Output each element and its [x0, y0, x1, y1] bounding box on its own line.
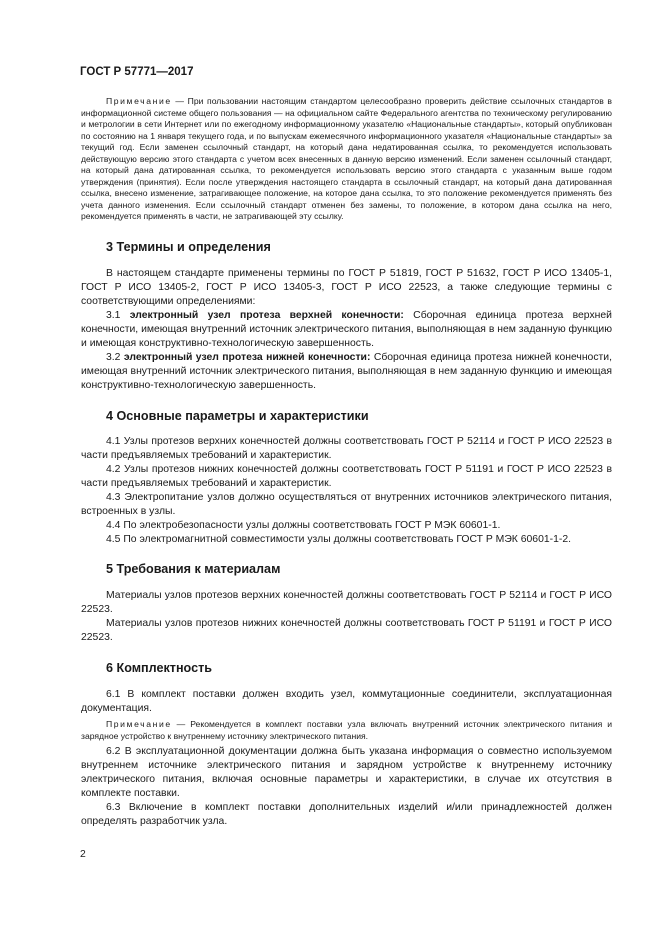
page-number: 2: [80, 849, 86, 860]
section-heading-materials: 5 Требования к материалам: [106, 562, 281, 577]
clause-4-1: 4.1 Узлы протезов верхних конечностей должны соответствовать ГОСТ Р 52114 и ГОСТ Р ИСО 22523 в части предъявляемых требований и характеристик.: [81, 436, 612, 462]
note-label: Примечание: [106, 719, 172, 730]
term-name: электронный узел протеза верхней конечности:: [129, 310, 404, 322]
referenced-standards-note: [81, 96, 612, 223]
term-definition: Сборочная единица протеза нижней конечности, имеющая внутренний источник электрического питания, выполняющая в нем заданную функцию и имеющая конструктивно-технологическую завершенность.: [81, 352, 612, 392]
materials-upper-limb: Материалы узлов протезов верхних конечностей должны соответствовать ГОСТ Р 52114 и ГОСТ Р ИСО 22523.: [81, 590, 612, 616]
term-definition-lower-limb: [81, 351, 612, 393]
completeness-note: [81, 719, 612, 742]
clause-4-4: 4.4 По электробезопасности узлы должны соответствовать ГОСТ Р МЭК 60601-1.: [106, 520, 501, 532]
section-heading-parameters: 4 Основные параметры и характеристики: [106, 409, 369, 424]
document-header: ГОСТ Р 57771—2017: [80, 66, 194, 78]
clause-6-3: 6.3 Включение в комплект поставки дополнительных изделий и/или принадлежностей должен определять разработчик узла.: [81, 802, 612, 828]
note-text: — Рекомендуется в комплект поставки узла включать внутренний источник электрического питания и зарядное устройство к внутреннему источнику электрического питания.: [81, 719, 612, 741]
note-text: — При пользовании настоящим стандартом целесообразно проверить действие ссылочных стандартов в информационной системе общего пользования — на официальном сайте Федерального агентства по техническому регулированию и метрологии в сети Интернет или по ежегодному информационному указателю «Национальные стандарты», который опубликован по состоянию на 1 января текущего года, и по выпускам ежемесячного информационного указателя «Национальные стандарты» за текущий год. Если заменен ссылочный стандарт, на который дана недатированная ссылка, то рекомендуется использовать действующую версию этого стандарта с учетом всех внесенных в данную версию изменений. Если заменен ссылочный стандарт, на который дана датированная ссылка, то рекомендуется использовать версию этого стандарта с указанным выше годом утверждения (принятия). Если после утверждения настоящего стандарта в ссылочный стандарт, на который дана датированная ссылка, внесено изменение, затрагивающее положение, на которое дана ссылка, то это положение рекомендуется применять без учета данного изменения. Если ссылочный стандарт отменен без замены, то положение, в котором дана ссылка на него, рекомендуется применять в части, не затрагивающей эту ссылку.: [81, 96, 612, 222]
section-heading-terms: 3 Термины и определения: [106, 240, 271, 255]
term-definition: Сборочная единица протеза верхней конечности, имеющая внутренний источник электрического питания, выполняющая в нем заданную функцию и имеющая конструктивно-технологическую завершенность.: [81, 310, 612, 350]
clause-4-5: 4.5 По электромагнитной совместимости узлы должны соответствовать ГОСТ Р МЭК 60601-1-2.: [106, 534, 571, 546]
terms-intro: В настоящем стандарте применены термины по ГОСТ Р 51819, ГОСТ Р 51632, ГОСТ Р ИСО 13405-1, ГОСТ Р ИСО 13405-2, ГОСТ Р ИСО 13405-3, ГОСТ Р ИСО 22523, а также следующие термины с соответствующими определениями:: [81, 268, 612, 308]
term-number: 3.2: [106, 352, 124, 364]
clause-6-1: 6.1 В комплект поставки должен входить узел, коммутационные соединители, эксплуатационная документация.: [81, 689, 612, 715]
page-content: [81, 96, 612, 829]
note-label: Примечание: [106, 96, 172, 106]
clause-4-3: 4.3 Электропитание узлов должно осуществляться от внутренних источников электрического питания, встроенных в узлы.: [81, 492, 612, 518]
term-name: электронный узел протеза нижней конечности:: [123, 352, 371, 364]
materials-lower-limb: Материалы узлов протезов нижних конечностей должны соответствовать ГОСТ Р 51191 и ГОСТ Р ИСО 22523.: [81, 618, 612, 644]
clause-6-2: 6.2 В эксплуатационной документации должна быть указана информация о совместно используемом внутреннем источнике электрического питания и зарядном устройстве к внутреннему источнику электрического питания, включая основные параметры и характеристики, в случае их отсутствия в комплекте поставки.: [81, 746, 612, 800]
term-number: 3.1: [106, 310, 130, 322]
term-definition-upper-limb: [81, 309, 612, 351]
clause-4-2: 4.2 Узлы протезов нижних конечностей должны соответствовать ГОСТ Р 51191 и ГОСТ Р ИСО 22523 в части предъявляемых требований и характеристик.: [81, 464, 612, 490]
section-heading-completeness: 6 Комплектность: [106, 661, 212, 676]
